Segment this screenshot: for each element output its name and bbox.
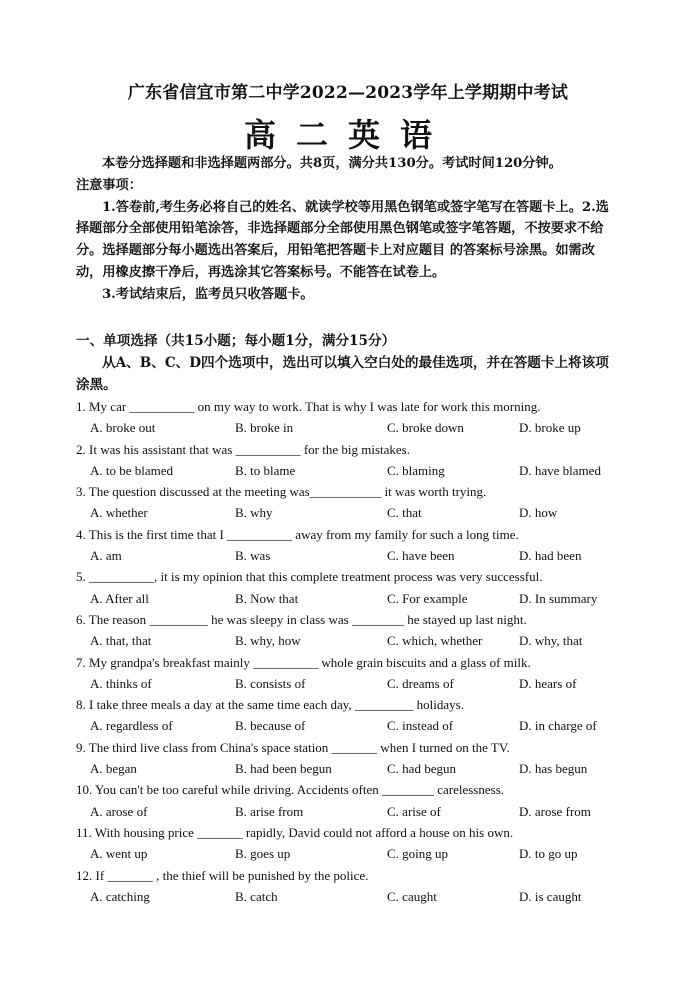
- option-b: B. goes up: [235, 846, 291, 862]
- question-options: [76, 758, 636, 779]
- option-b: B. had been begun: [235, 761, 332, 777]
- question-stem: 8. I take three meals a day at the same time each day, _________ holidays.: [76, 697, 464, 713]
- option-c: C. broke down: [387, 420, 464, 436]
- exam-notes: [76, 153, 621, 306]
- question-stem: 5. __________, it is my opinion that this complete treatment process was very successful.: [76, 569, 543, 585]
- question-stem: 1. My car __________ on my way to work. That is why I was late for work this morning.: [76, 399, 541, 414]
- option-c: C. For example: [387, 590, 468, 606]
- option-d: D. how: [519, 505, 558, 521]
- option-b: B. Now that: [235, 590, 299, 606]
- section-instruction: 从A、B、C、D四个选项中，选出可以填入空白处的最佳选项，并在答题卡上将该项涂黑。: [76, 355, 609, 393]
- option-a: A. thinks of: [90, 675, 152, 691]
- option-d: D. has begun: [519, 761, 588, 777]
- option-b: B. why, how: [235, 633, 301, 649]
- option-b: B. consists of: [235, 675, 306, 691]
- question-options: [76, 502, 636, 523]
- option-d: D. to go up: [519, 846, 578, 862]
- question-options: [76, 417, 636, 438]
- question-options: [76, 886, 636, 907]
- option-c: C. dreams of: [387, 675, 454, 691]
- option-d: D. have blamed: [519, 462, 601, 478]
- option-c: C. had begun: [387, 761, 456, 777]
- question-options: [76, 715, 636, 736]
- option-c: C. that: [387, 505, 422, 521]
- option-b: B. was: [235, 548, 271, 564]
- question-options: [76, 673, 636, 694]
- question-stem: 12. If _______ , the thief will be punished by the police.: [76, 867, 369, 883]
- question-options: [76, 545, 636, 566]
- question-options: [76, 630, 636, 651]
- option-c: C. arise of: [387, 803, 441, 819]
- question-options: [76, 801, 636, 822]
- option-a: A. am: [90, 548, 122, 564]
- question-options: [76, 843, 636, 864]
- school-title: 广东省信宜市第二中学2022—2023学年上学期期中考试: [127, 83, 569, 103]
- question-stem: 7. My grandpa's breakfast mainly __________ whole grain biscuits and a glass of milk.: [76, 654, 531, 670]
- option-a: A. broke out: [90, 420, 156, 436]
- option-c: C. blaming: [387, 462, 445, 478]
- question-list: [76, 396, 636, 907]
- option-d: D. In summary: [519, 590, 598, 606]
- notes-heading: 注意事项：: [76, 177, 142, 193]
- option-c: C. have been: [387, 548, 455, 564]
- note-item-1: 1.答卷前,考生务必将自己的姓名、就读学校等用黑色钢笔或签字笔写在答题卡上。2.选择题部分全部使用铅笔涂答，非选择题部分全部使用黑色钢笔或签字笔答题，不按要求不给分。选择题部分每小题选出答案后，用铅笔把答题卡上对应题目 的答案标号涂黑。如需改动，用橡皮擦干净后，再选涂其它答案标号。不能答在试卷上。: [76, 199, 609, 280]
- option-b: B. catch: [235, 888, 278, 904]
- question-stem: 10. You can't be too careful while driving. Accidents often ________ carelessness.: [76, 782, 504, 798]
- option-b: B. why: [235, 505, 273, 521]
- question-stem: 6. The reason _________ he was sleepy in class was ________ he stayed up last night.: [76, 611, 527, 627]
- option-a: A. regardless of: [90, 718, 173, 734]
- option-b: B. because of: [235, 718, 306, 734]
- option-b: B. arise from: [235, 803, 304, 819]
- question-stem: 11. With housing price _______ rapidly, David could not afford a house on his own.: [76, 824, 514, 840]
- option-d: D. why, that: [519, 633, 583, 649]
- note-item-3: 3.考试结束后，监考员只收答题卡。: [102, 286, 314, 302]
- question-stem: 2. It was his assistant that was __________ for the big mistakes.: [76, 441, 410, 457]
- section-title: 一、单项选择（共15小题；每小题1分，满分15分）: [76, 333, 396, 349]
- option-d: D. arose from: [519, 803, 591, 819]
- option-c: C. which, whether: [387, 633, 483, 649]
- option-c: C. caught: [387, 888, 437, 904]
- question-options: [76, 588, 636, 609]
- option-d: D. broke up: [519, 420, 581, 436]
- option-a: A. went up: [90, 846, 148, 862]
- question-options: [76, 460, 636, 481]
- question-stem: 3. The question discussed at the meeting was___________ it was worth trying.: [76, 484, 487, 500]
- option-c: C. going up: [387, 846, 449, 862]
- question-stem: 9. The third live class from China's space station _______ when I turned on the TV.: [76, 739, 510, 755]
- section-header: [76, 330, 621, 396]
- subject-title: 高二英语: [243, 116, 452, 154]
- option-d: D. hears of: [519, 675, 577, 691]
- option-a: A. catching: [90, 888, 150, 904]
- question-stem: 4. This is the first time that I __________ away from my family for such a long time.: [76, 526, 519, 542]
- option-a: A. After all: [90, 590, 149, 606]
- option-b: B. broke in: [235, 420, 294, 436]
- exam-intro: 本卷分选择题和非选择题两部分。共8页，满分共130分。考试时间120分钟。: [102, 156, 562, 171]
- option-b: B. to blame: [235, 462, 296, 478]
- option-a: A. that, that: [90, 633, 152, 649]
- option-d: D. had been: [519, 548, 582, 564]
- option-d: D. in charge of: [519, 718, 597, 734]
- option-a: A. arose of: [90, 803, 148, 819]
- option-a: A. to be blamed: [90, 462, 174, 478]
- option-a: A. whether: [90, 505, 148, 521]
- option-a: A. began: [90, 761, 137, 777]
- option-c: C. instead of: [387, 718, 454, 734]
- option-d: D. is caught: [519, 888, 582, 904]
